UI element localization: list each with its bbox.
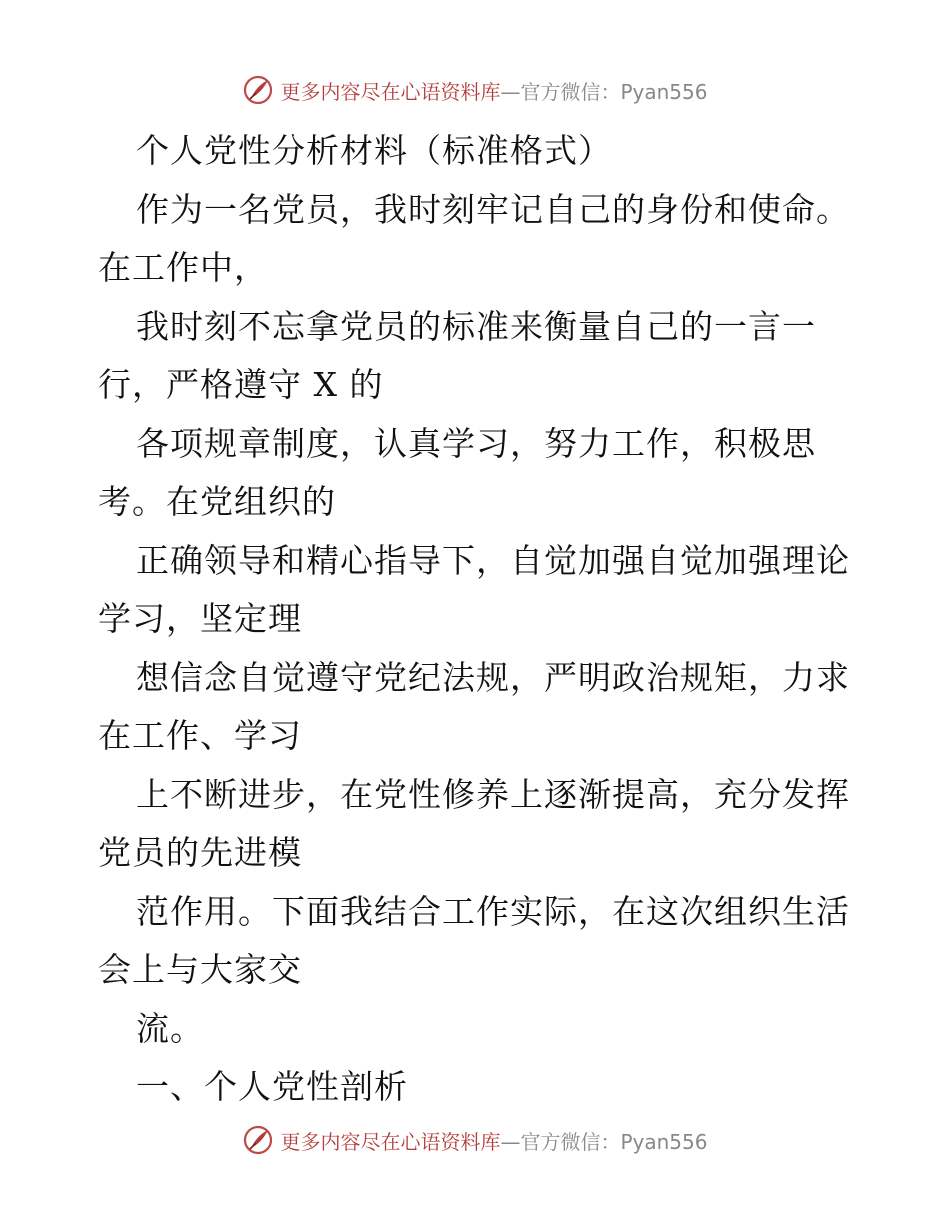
- document-body: [98, 122, 858, 1117]
- header-banner: [0, 70, 950, 110]
- paragraph-line: 各项规章制度，认真学习，努力工作，积极思: [136, 423, 816, 463]
- feather-pen-logo-icon: [242, 1124, 274, 1156]
- footer-banner: [0, 1120, 950, 1160]
- section-heading: 一、个人党性剖析: [136, 1067, 408, 1106]
- banner-red-text: 更多内容尽在心语资料库: [280, 1129, 501, 1154]
- banner-text: [280, 76, 707, 105]
- paragraph-line: 行，严格遵守 X 的: [98, 365, 384, 404]
- paragraph-line: 考。在党组织的: [98, 482, 336, 521]
- paragraph-line: 会上与大家交: [98, 950, 302, 989]
- banner-text: [280, 1126, 707, 1155]
- paragraph-line: 流。: [136, 1008, 204, 1048]
- feather-pen-logo-icon: [242, 74, 274, 106]
- paragraph-line: 想信念自觉遵守党纪法规，严明政治规矩，力求: [136, 657, 850, 697]
- paragraph-line: 上不断进步，在党性修养上逐渐提高，充分发挥: [136, 774, 850, 814]
- paragraph-line: 作为一名党员，我时刻牢记自己的身份和使命。: [136, 189, 850, 229]
- banner-grey-text: —官方微信：Pyan556: [500, 79, 708, 104]
- paragraph-line: 我时刻不忘拿党员的标准来衡量自己的一言一: [136, 306, 816, 346]
- document-title: 个人党性分析材料（标准格式）: [136, 131, 612, 170]
- banner-grey-text: —官方微信：Pyan556: [500, 1129, 708, 1154]
- paragraph-line: 正确领导和精心指导下，自觉加强自觉加强理论: [136, 540, 850, 580]
- paragraph-line: 在工作中，: [98, 248, 268, 287]
- paragraph-line: 在工作、学习: [98, 716, 302, 755]
- paragraph-line: 学习，坚定理: [98, 599, 302, 638]
- banner-red-text: 更多内容尽在心语资料库: [280, 79, 501, 104]
- paragraph-line: 党员的先进模: [98, 833, 302, 872]
- paragraph-line: 范作用。下面我结合工作实际，在这次组织生活: [136, 891, 850, 931]
